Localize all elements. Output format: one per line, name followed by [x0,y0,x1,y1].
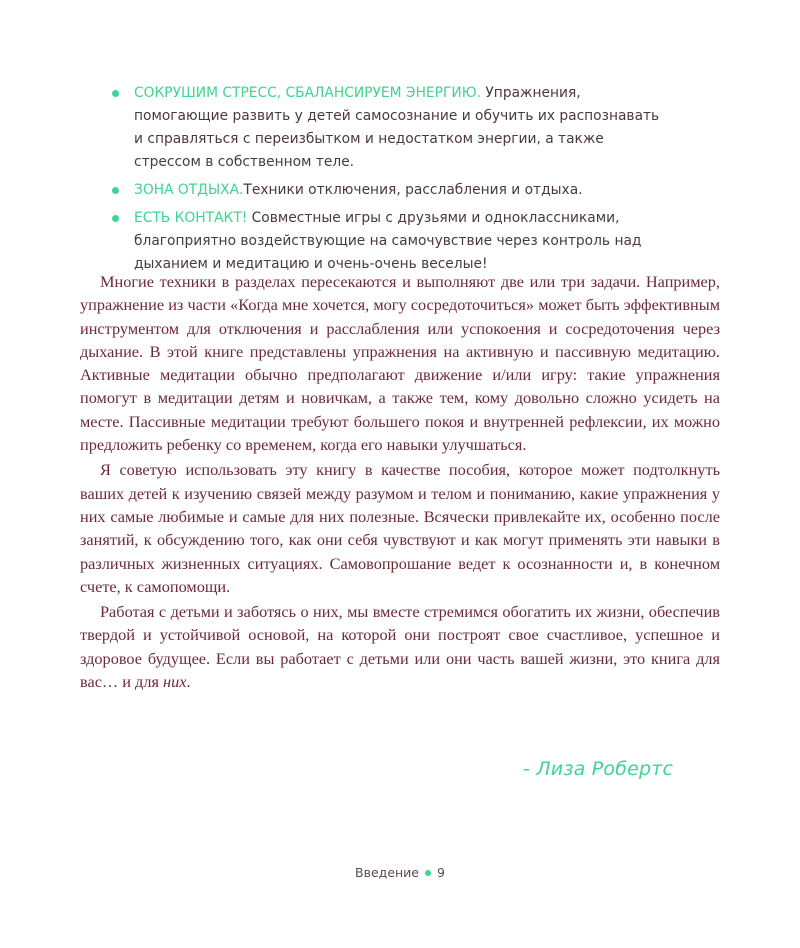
list-item-heading: СОКРУШИМ СТРЕСС, СБАЛАНСИРУЕМ ЭНЕРГИЮ. [134,85,481,101]
paragraph-closing-emphasis: них [163,672,187,692]
paragraph-advice: Я советую использовать эту книгу в качестве пособия, которое может подтолкнуть ваших детей к изучению связей между разумом и телом и пониманию, какие упражнения у них самые любимые и самые для них полезные. Всячески привлекайте их, особенно после занятий, к обсуждению того, как они себя чувствуют и как могут применять эти навыки в различных жизненных ситуациях. Самовопрошание ведет к осознанности и, в конечном счете, к самопомощи. [80,460,720,596]
list-item [112,207,672,276]
list-item-heading: ЕСТЬ КОНТАКТ! [134,210,248,226]
list-item [112,179,672,202]
footer-section-title: Введение [355,865,419,880]
bullet-dot-icon [112,215,119,222]
list-item-text: Совместные игры с друзьями и одноклассниками, благоприятно воздействующие на самочувствие через контроль над дыханием и медитацию и очень-очень веселые! [134,210,642,272]
paragraph-closing-text: Работая с детьми и заботясь о них, мы вместе стремимся обогатить их жизни, обеспечив твердой и устойчивой основой, на которой они построят свое счастливое, успешное и здоровое будущее. Если вы работает с детьми или они часть вашей жизни, это книга для вас… и для [80,602,720,692]
bullet-dot-icon [112,90,119,97]
page-number: 9 [437,865,445,880]
page-footer [0,865,800,880]
paragraph-closing-end: . [186,672,191,692]
paragraph-techniques: Многие техники в разделах пересекаются и выполняют две или три задачи. Например, упражнение из части «Когда мне хочется, могу сосредоточиться» может быть эффективным инструментом для отключения и расслабления или успокоения и сосредоточения через дыхание. В этой книге представлены упражнения на активную и пассивную медитацию. Активные медитации обычно предполагают движение и/или игру: такие упражнения помогут в медитации детям и новичкам, а также тем, кому довольно сложно усидеть на месте. Пассивные медитации требуют большего покоя и внутренней рефлексии, их можно предложить ребенку со временем, когда его навыки улучшаться. [80,272,720,455]
bullet-dot-icon [112,187,119,194]
footer-dot-icon [425,870,431,876]
body-text [80,270,720,695]
list-item-heading: ЗОНА ОТДЫХА. [134,182,244,198]
author-signature: - Лиза Робертс [523,758,674,780]
paragraph-closing [80,600,720,693]
list-item [112,82,672,174]
list-item-text: Упражнения, помогающие развить у детей самосознание и обучить их распознавать и справляться с переизбытком и недостатком энергии, а также стрессом в собственном теле. [134,85,660,170]
list-item-text: Техники отключения, расслабления и отдыха. [243,182,583,198]
section-list [112,82,672,281]
